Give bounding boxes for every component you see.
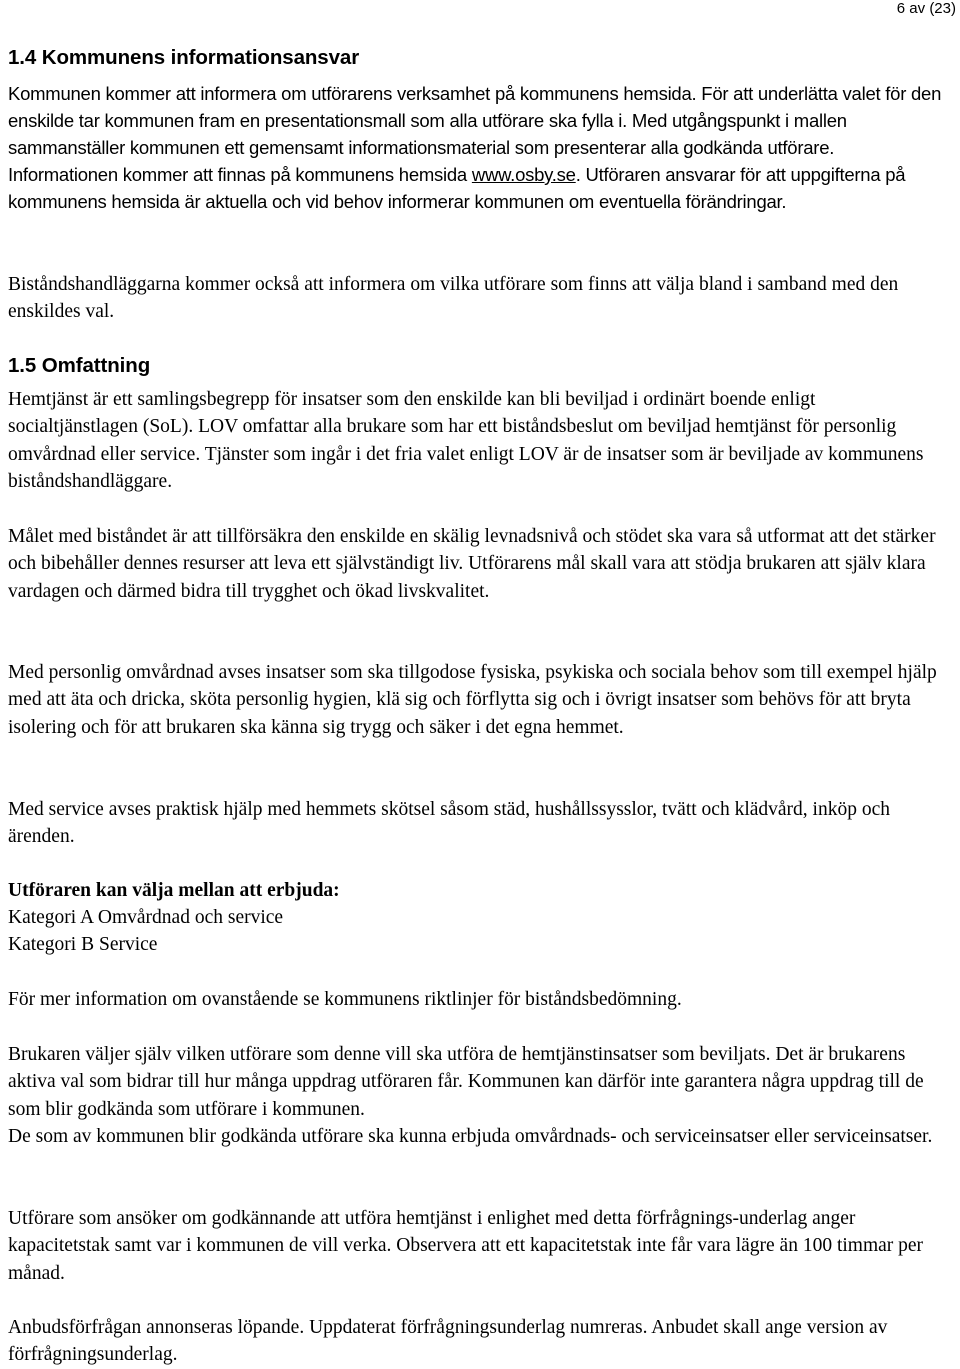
- paragraph-brukaren-valjer: Brukaren väljer själv vilken utförare som denne vill ska utföra de hemtjänstinsatser som beviljats. Det är brukarens aktiva val som bidrar till hur många uppdrag utföraren får. Kommunen kan därför inte garantera några uppdrag till de som blir godkända som utförare i kommunen.: [8, 1044, 924, 1120]
- paragraph-mer-information: För mer information om ovanstående se kommunens riktlinjer för biståndsbedömning.: [8, 989, 682, 1010]
- page-number: 6 av (23): [896, 0, 956, 17]
- paragraph-text: . Utföraren ansvarar för att uppgifterna på kommunens hemsida är aktuella och vid behov informerar kommunen om eventuella förändringar.: [8, 164, 906, 212]
- choice-heading: Utföraren kan välja mellan att erbjuda:: [8, 880, 340, 901]
- paragraph-godkanda-utforare: De som av kommunen blir godkända utförare ska kunna erbjuda omvårdnads- och serviceinsatser eller serviceinsatser.: [8, 1126, 933, 1147]
- website-link[interactable]: www.osby.se: [471, 164, 576, 185]
- category-a: Kategori A Omvårdnad och service: [8, 907, 284, 928]
- category-b: Kategori B Service: [8, 934, 158, 955]
- paragraph-bistandshandlaggare: Biståndshandläggarna kommer också att informera om vilka utförare som finns att välja bland i samband med den enskildes val.: [8, 274, 899, 323]
- paragraph-anbudsforfragan: Anbudsförfrågan annonseras löpande. Uppdaterat förfrågningsunderlag numreras. Anbudet skall ange version av förfrågningsunderlag.: [8, 1317, 888, 1366]
- paragraph-text: Kommunen kommer att informera om utförarens verksamhet på kommunens hemsida. För att underlätta valet för den enskilde tar kommunen fram en presentationsmall som alla utförare ska fylla i. Med utgångspunkt i mallen sammanställer kommunen ett gemensamt informationsmaterial som presenterar alla godkända utförare. Informationen kommer att finnas på kommunens hemsida: [8, 83, 942, 185]
- paragraph-kapacitetstak: Utförare som ansöker om godkännande att utföra hemtjänst i enlighet med detta förfrågnings-underlag anger kapacitetstak samt var i kommunen de vill verka. Observera att ett kapacitetstak inte får vara lägre än 100 timmar per månad.: [8, 1208, 924, 1284]
- paragraph-informationsansvar: [8, 80, 948, 215]
- paragraph-service: Med service avses praktisk hjälp med hemmets skötsel såsom städ, hushållssysslor, tvätt och klädvård, inköp och ärenden.: [8, 799, 890, 848]
- section-heading-omfattning: 1.5 Omfattning: [8, 354, 151, 377]
- paragraph-personlig-omvardnad: Med personlig omvårdnad avses insatser som ska tillgodose fysiska, psykiska och sociala behov som till exempel hjälp med att äta och dricka, sköta personlig hygien, klä sig och förflytta sig och i övrigt insatser som behövs för att bryta isolering och för att brukaren ska känna sig trygg och säker i det egna hemmet.: [8, 662, 937, 738]
- paragraph-malet: Målet med biståndet är att tillförsäkra den enskilde en skälig levnadsnivå och stödet ska vara så utformat att det stärker och bibehåller dennes resurser att leva ett självständigt liv. Utförarens mål skall vara att stödja brukaren att själv klara vardagen och därmed bidra till trygghet och ökad livskvalitet.: [8, 526, 936, 602]
- paragraph-hemtjanst: Hemtjänst är ett samlingsbegrepp för insatser som den enskilde kan bli beviljad i ordinärt boende enligt socialtjänstlagen (SoL). LOV omfattar alla brukare som har ett biståndsbeslut om beviljad hemtjänst för personlig omvårdnad eller service. Tjänster som ingår i det fria valet enligt LOV är de insatser som är beviljade av kommunens biståndshandläggare.: [8, 389, 924, 492]
- section-heading-informationsansvar: 1.4 Kommunens informationsansvar: [8, 46, 360, 69]
